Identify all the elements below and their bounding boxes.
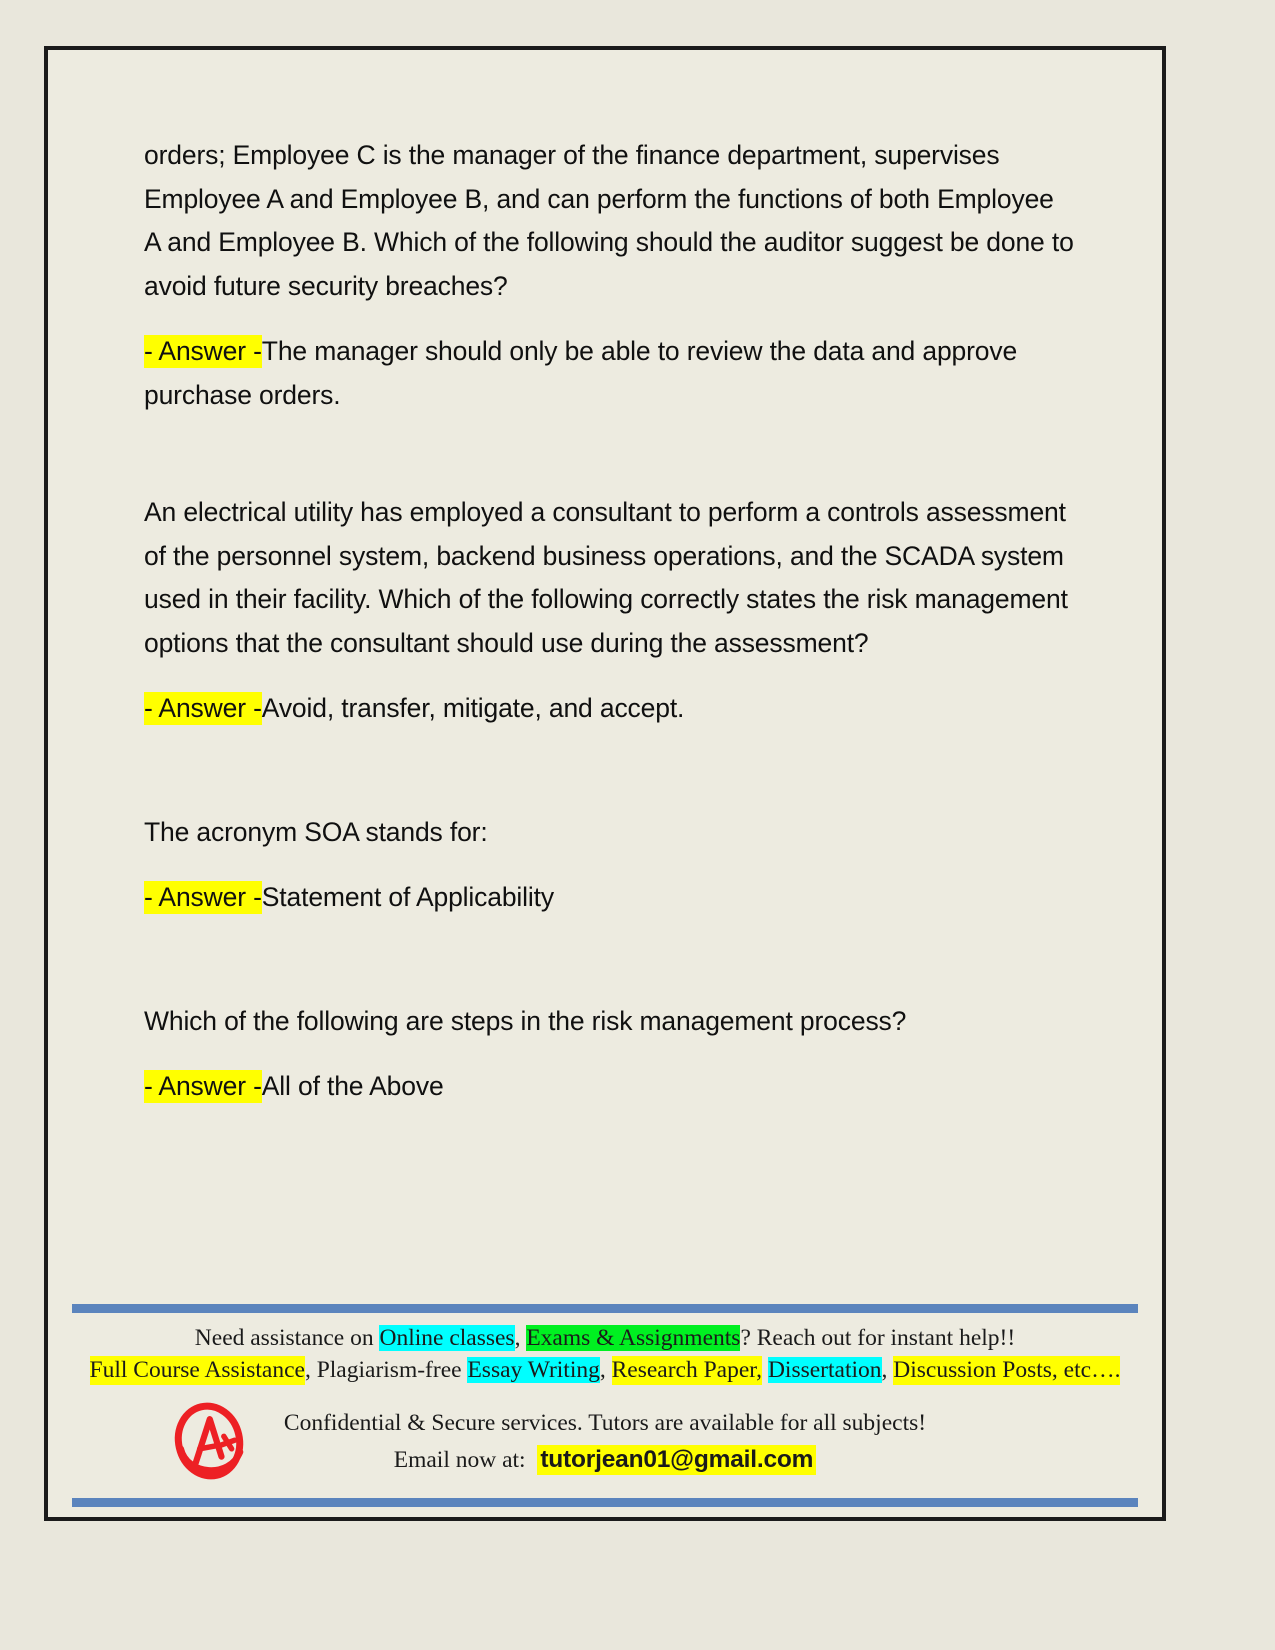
footer-lower-group bbox=[66, 1386, 1144, 1498]
promo-l1-part1: Need assistance on bbox=[194, 1325, 380, 1351]
answer-line-4 bbox=[144, 1065, 1074, 1109]
spacer bbox=[144, 731, 1074, 811]
promo-l1-part2: , bbox=[514, 1325, 527, 1351]
answer-label-3: - Answer - bbox=[144, 882, 262, 912]
answer-text-2: Avoid, transfer, mitigate, and accept. bbox=[261, 693, 685, 723]
question-text-4: Which of the following are steps in the risk management process? bbox=[144, 1005, 907, 1036]
footer-top-rule bbox=[72, 1304, 1138, 1313]
document-content bbox=[144, 134, 1074, 1109]
footer-banner bbox=[66, 1304, 1144, 1507]
promo-full-course-assistance: Full Course Assistance bbox=[89, 1357, 305, 1383]
spacer bbox=[144, 1043, 1074, 1065]
spacer bbox=[144, 308, 1074, 330]
answer-label-2: - Answer - bbox=[144, 693, 262, 723]
promo-text-group bbox=[66, 1313, 1144, 1386]
qa-block-4 bbox=[144, 1000, 1074, 1109]
promo-exams-assignments: Exams & Assignments bbox=[526, 1325, 741, 1351]
promo-l2-part1: , Plagiarism-free bbox=[304, 1357, 468, 1383]
answer-text-3: Statement of Applicability bbox=[261, 882, 554, 912]
footer-tagline: Confidential & Secure services. Tutors are available for all subjects! bbox=[283, 1410, 927, 1436]
promo-dissertation: Dissertation bbox=[767, 1357, 882, 1383]
promo-l2-part4: , bbox=[881, 1357, 894, 1383]
answer-line-3 bbox=[144, 876, 1074, 920]
spacer bbox=[144, 665, 1074, 687]
question-text-1: orders; Employee C is the manager of the finance department, supervises Employee A and Employee B, and can perform the functions of both Employee A and Employee B. Which of the following should the auditor suggest be done to avoid future security breaches? bbox=[144, 140, 1074, 301]
contact-email-address[interactable]: tutorjean01@gmail.com bbox=[537, 1445, 816, 1475]
question-text-3: The acronym SOA stands for: bbox=[144, 816, 488, 847]
answer-text-4: All of the Above bbox=[261, 1071, 444, 1101]
footer-bottom-rule bbox=[72, 1498, 1138, 1507]
promo-l1-part3: ? Reach out for instant help!! bbox=[740, 1325, 1016, 1351]
answer-label-1: - Answer - bbox=[144, 336, 262, 366]
email-prefix-label: Email now at: bbox=[393, 1447, 526, 1473]
answer-text-1: The manager should only be able to review the data and approve purchase orders. bbox=[144, 336, 1018, 410]
promo-essay-writing: Essay Writing bbox=[467, 1357, 600, 1383]
qa-block-2 bbox=[144, 491, 1074, 731]
promo-line-1 bbox=[66, 1322, 1144, 1354]
promo-l2-part2: , bbox=[599, 1357, 612, 1383]
qa-block-3 bbox=[144, 811, 1074, 920]
answer-label-4: - Answer - bbox=[144, 1071, 262, 1101]
question-text-2: An electrical utility has employed a consultant to perform a controls assessment of the personnel system, backend business operations, and the SCADA system used in their facility. Which of the following correctly states the risk management options that the consultant should use during the assessment? bbox=[144, 497, 1068, 658]
answer-line-2 bbox=[144, 687, 1074, 731]
promo-online-classes: Online classes bbox=[379, 1325, 515, 1351]
document-sheet bbox=[44, 46, 1166, 1521]
promo-research-paper: Research Paper, bbox=[611, 1357, 763, 1383]
spacer bbox=[144, 920, 1074, 1000]
a-plus-grade-logo bbox=[170, 1400, 248, 1482]
spacer bbox=[144, 854, 1074, 876]
answer-line-1 bbox=[144, 330, 1074, 417]
qa-block-1 bbox=[144, 134, 1074, 417]
promo-line-2 bbox=[66, 1354, 1144, 1386]
spacer bbox=[144, 417, 1074, 491]
promo-discussion-posts: Discussion Posts, etc…. bbox=[893, 1357, 1121, 1383]
